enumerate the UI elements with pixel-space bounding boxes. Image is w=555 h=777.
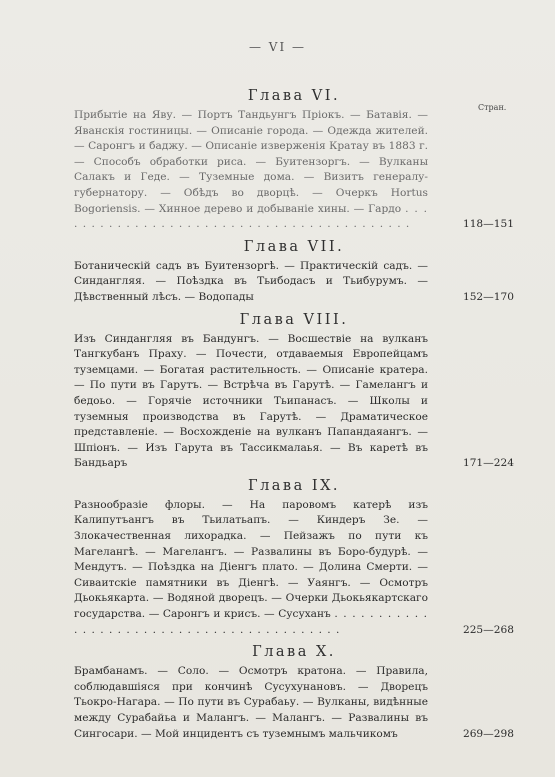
chapter-summary bbox=[74, 664, 428, 742]
chapter-summary-text: Изъ Синдангляя въ Бандунгъ. — Восшествіе на вулканъ Тангкубанъ Праху. — Почести, отдаваемыя Европейцамъ туземцами. — Богатая растительность. — Описаніе кратера. — По пути въ Гарутъ. — Встрѣча въ Гарутѣ. — Гамелангъ и бедоьо. — Горячіе источники Тьипанасъ. — Школы и туземныя производства въ Гарутѣ. — Драматическое представленіе. — Восхожденіе на вулканъ Папандаяангъ. — Шпіонъ. — Изъ Гарута въ Тассикмалаья. — Въ каретѣ въ Бандьаръ bbox=[74, 332, 428, 470]
chapter-body bbox=[74, 332, 514, 472]
chapter-page-range: 269—298 bbox=[462, 727, 514, 740]
chapter-entry bbox=[74, 239, 514, 306]
chapter-summary bbox=[74, 498, 428, 638]
table-of-contents bbox=[74, 84, 514, 748]
chapter-body bbox=[74, 259, 514, 306]
chapter-summary bbox=[74, 259, 428, 306]
chapter-body bbox=[74, 108, 514, 233]
chapter-title: Глава VII. bbox=[243, 238, 345, 255]
chapter-body bbox=[74, 664, 514, 742]
chapter-title: Глава X. bbox=[252, 644, 336, 661]
chapter-entry bbox=[74, 478, 514, 638]
chapter-summary bbox=[74, 108, 428, 233]
chapter-title: Глава VI. bbox=[247, 88, 341, 104]
chapter-page-range: 225—268 bbox=[462, 623, 514, 636]
chapter-summary-text: Ботаническій садъ въ Буитензоргѣ. — Практическій садъ. — Синдангляя. — Поѣздка въ Тьибодасъ и Тьибурумъ. — Дѣвственный лѣсъ. — Водопады bbox=[74, 259, 428, 303]
chapter-summary-text: Прибытіе на Яву. — Портъ Тандьунгъ Пріокъ. — Батавія. — Яванскія гостиницы. — Описаніе города. — Одежда жителей. — Саронгъ и баджу. — Описаніе изверженія Кратау въ 1883 г. — Способъ обработки риса. — Буитензоргъ. — Вулканы Салакъ и Геде. — Туземные дома. — Визитъ генералу-губернатору. — Обѣдъ во дворцѣ. — Очеркъ Hortus Bogoriensis. — Хинное дерево и добываніе хины. — Гардо bbox=[74, 109, 428, 215]
chapter-body bbox=[74, 498, 514, 638]
chapter-entry bbox=[74, 644, 514, 742]
chapter-page-range: 171—224 bbox=[462, 457, 514, 470]
page-number: — VI — bbox=[248, 40, 307, 54]
chapter-summary bbox=[74, 332, 428, 472]
chapter-page-range: 118—151 bbox=[462, 218, 514, 231]
chapter-summary-text: Брамбанамъ. — Соло. — Осмотръ кратона. — Правила, соблюдавшіяся при кончинѣ Сусухунановъ. — Дворецъ Тьокро-Нагара. — По пути въ Сурабаьу. — Вулканы, видѣнные между Сурабайьа и Малангъ. — Малангъ. — Развалины въ Сингосари. — Мой инцидентъ съ туземнымъ мальчикомъ bbox=[74, 665, 428, 740]
chapter-entry bbox=[74, 312, 514, 472]
chapter-entry bbox=[74, 88, 514, 233]
pages-column-header: Стран. bbox=[478, 103, 507, 112]
chapter-page-range: 152—170 bbox=[462, 290, 514, 303]
chapter-title: Глава VIII. bbox=[239, 311, 349, 328]
chapter-summary-text: Разнообразіе флоры. — На паровомъ катерѣ изъ Калипутъангъ въ Тьилатьапъ. — Киндеръ Зе. — Злокачественная лихорадка. — Пейзажъ по пути къ Магелангѣ. — Магелангъ. — Развалины въ Боро-будурѣ. — Мендутъ. — Поѣздка на Діенгъ плато. — Долина Смерти. — Сиваитскіе памятники въ Діенгѣ. — Уаянгъ. — Осмотръ Дьокьякарта. — Водяной дворецъ. — Очерки Дьокьякартскаго государства. — Саронгъ и крисъ. — Сусуханъ bbox=[74, 498, 428, 621]
chapter-title: Глава IX. bbox=[247, 477, 341, 494]
